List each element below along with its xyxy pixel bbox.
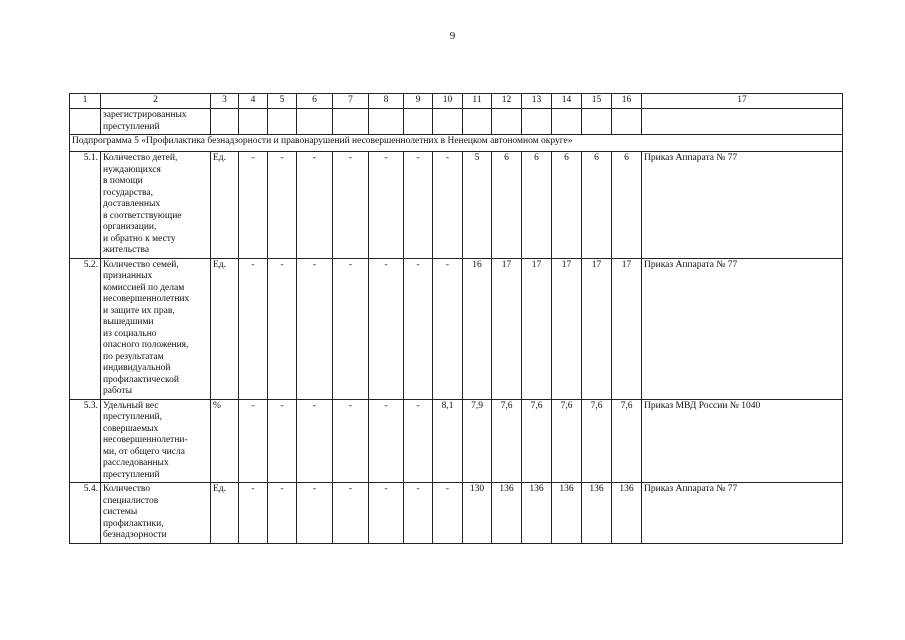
value-cell: - xyxy=(404,258,433,399)
continuation-row xyxy=(70,109,843,135)
value-cell: 7,6 xyxy=(612,399,642,483)
text-line: профилактики, xyxy=(103,518,164,529)
text-line: организации, xyxy=(103,222,157,232)
empty-cell xyxy=(492,109,522,135)
text-line: вышедшими xyxy=(103,317,154,327)
value-cell: - xyxy=(433,258,463,399)
value-cell: 7,6 xyxy=(492,399,522,483)
value-cell: 7,6 xyxy=(522,399,552,483)
table-row xyxy=(70,483,843,544)
subprogram-row xyxy=(70,135,843,152)
value-cell: - xyxy=(369,399,404,483)
text-line: безнадзорности xyxy=(103,530,167,540)
empty-cell xyxy=(211,109,239,135)
text-line: нуждающихся xyxy=(103,164,161,175)
value-cell: 136 xyxy=(522,483,552,544)
column-header: 4 xyxy=(239,94,268,109)
row-number: 5.3. xyxy=(70,399,101,483)
column-header: 1 xyxy=(70,94,101,109)
text-line: и обратно к месту xyxy=(103,233,176,244)
value-cell: - xyxy=(333,399,369,483)
text-line: расследованных xyxy=(103,458,169,468)
row-number: 5.1. xyxy=(70,152,101,259)
value-cell: 7,6 xyxy=(582,399,612,483)
row-number: 5.2. xyxy=(70,258,101,399)
empty-cell xyxy=(239,109,268,135)
text-line: работы xyxy=(103,386,132,396)
column-header: 13 xyxy=(522,94,552,109)
text-line: признанных xyxy=(103,271,153,281)
text-line: государства, xyxy=(103,187,154,198)
row-number: 5.4. xyxy=(70,483,101,544)
source-cell: Приказ Аппарата № 77 xyxy=(642,258,843,399)
source-cell: Приказ Аппарата № 77 xyxy=(642,483,843,544)
text-line: Количество детей, xyxy=(103,153,178,163)
empty-cell xyxy=(297,109,333,135)
value-cell: - xyxy=(297,483,333,544)
value-cell: - xyxy=(268,399,297,483)
text-line: Количество семей, xyxy=(103,259,179,270)
value-cell: - xyxy=(268,258,297,399)
text-line: системы xyxy=(103,507,138,517)
value-cell: 7,6 xyxy=(552,399,582,483)
value-cell: 136 xyxy=(582,483,612,544)
column-header: 5 xyxy=(268,94,297,109)
value-cell: 136 xyxy=(492,483,522,544)
text-line: преступлений xyxy=(103,121,160,132)
text-line: индивидуальной xyxy=(103,363,171,373)
value-cell: - xyxy=(297,258,333,399)
value-cell: - xyxy=(333,483,369,544)
value-cell: - xyxy=(239,258,268,399)
empty-cell xyxy=(642,109,843,135)
unit-cell: Ед. xyxy=(211,483,239,544)
text-line: в соответствующие xyxy=(103,210,182,221)
empty-cell xyxy=(522,109,552,135)
value-cell: - xyxy=(333,152,369,259)
value-cell: - xyxy=(369,258,404,399)
indicators-table xyxy=(69,93,843,544)
text-line: жительства xyxy=(103,245,150,255)
column-header: 17 xyxy=(642,94,843,109)
indicator-name xyxy=(101,483,211,544)
value-cell: 17 xyxy=(552,258,582,399)
value-cell: 6 xyxy=(612,152,642,259)
value-cell: - xyxy=(369,483,404,544)
value-cell: 17 xyxy=(492,258,522,399)
value-cell: - xyxy=(297,152,333,259)
value-cell: 17 xyxy=(522,258,552,399)
value-cell: - xyxy=(369,152,404,259)
text-line: зарегистрированных xyxy=(103,110,187,120)
empty-cell xyxy=(612,109,642,135)
column-header: 14 xyxy=(552,94,582,109)
value-cell: - xyxy=(404,152,433,259)
value-cell: - xyxy=(239,399,268,483)
value-cell: 5 xyxy=(463,152,492,259)
text-line: Количество xyxy=(103,484,151,494)
text-line: Удельный вес xyxy=(103,400,159,411)
row-number-cell xyxy=(70,109,101,135)
value-cell: 6 xyxy=(522,152,552,259)
value-cell: 6 xyxy=(492,152,522,259)
value-cell: - xyxy=(404,399,433,483)
empty-cell xyxy=(268,109,297,135)
value-cell: - xyxy=(297,399,333,483)
table-row xyxy=(70,152,843,259)
indicator-name xyxy=(101,399,211,483)
page-number: 9 xyxy=(449,30,456,42)
text-line: совершаемых xyxy=(103,423,159,434)
subprogram-title: Подпрограмма 5 «Профилактика безнадзорности и правонарушений несовершеннолетних в Ненецком автономном округе» xyxy=(70,135,843,152)
value-cell: - xyxy=(433,483,463,544)
table-row xyxy=(70,258,843,399)
text-line: из социально xyxy=(103,328,157,339)
text-line: и защите их прав, xyxy=(103,305,175,316)
empty-cell xyxy=(463,109,492,135)
column-header: 10 xyxy=(433,94,463,109)
indicator-name xyxy=(101,109,211,135)
column-header: 2 xyxy=(101,94,211,109)
text-line: комиссией по делам xyxy=(103,282,185,293)
column-header: 12 xyxy=(492,94,522,109)
column-header: 11 xyxy=(463,94,492,109)
text-line: доставленных xyxy=(103,199,161,209)
unit-cell: Ед. xyxy=(211,258,239,399)
text-line: преступлений, xyxy=(103,412,162,422)
value-cell: 136 xyxy=(552,483,582,544)
value-cell: - xyxy=(268,152,297,259)
value-cell: 6 xyxy=(552,152,582,259)
value-cell: - xyxy=(433,152,463,259)
value-cell: 6 xyxy=(582,152,612,259)
source-cell: Приказ МВД России № 1040 xyxy=(642,399,843,483)
value-cell: - xyxy=(239,483,268,544)
text-line: несовершеннолетни- xyxy=(103,435,188,445)
value-cell: - xyxy=(239,152,268,259)
column-header: 16 xyxy=(612,94,642,109)
empty-cell xyxy=(552,109,582,135)
text-line: преступлений xyxy=(103,469,160,480)
indicator-name xyxy=(101,152,211,259)
value-cell: 16 xyxy=(463,258,492,399)
column-header: 7 xyxy=(333,94,369,109)
empty-cell xyxy=(433,109,463,135)
source-cell: Приказ Аппарата № 77 xyxy=(642,152,843,259)
value-cell: 136 xyxy=(612,483,642,544)
column-header: 15 xyxy=(582,94,612,109)
text-line: профилактической xyxy=(103,374,179,385)
indicator-name xyxy=(101,258,211,399)
value-cell: 7,9 xyxy=(463,399,492,483)
text-line: по результатам xyxy=(103,351,164,362)
table-row xyxy=(70,399,843,483)
value-cell: 130 xyxy=(463,483,492,544)
empty-cell xyxy=(333,109,369,135)
value-cell: - xyxy=(404,483,433,544)
text-line: опасного положения, xyxy=(103,340,189,350)
header-row xyxy=(70,94,843,109)
column-header: 8 xyxy=(369,94,404,109)
column-header: 6 xyxy=(297,94,333,109)
empty-cell xyxy=(404,109,433,135)
unit-cell: Ед. xyxy=(211,152,239,259)
empty-cell xyxy=(369,109,404,135)
value-cell: 17 xyxy=(582,258,612,399)
value-cell: 8,1 xyxy=(433,399,463,483)
column-header: 9 xyxy=(404,94,433,109)
empty-cell xyxy=(582,109,612,135)
value-cell: 17 xyxy=(612,258,642,399)
text-line: в помощи xyxy=(103,176,143,186)
value-cell: - xyxy=(268,483,297,544)
text-line: несовершеннолетних xyxy=(103,294,190,304)
column-header: 3 xyxy=(211,94,239,109)
text-line: специалистов xyxy=(103,495,159,506)
text-line: ми, от общего числа xyxy=(103,446,185,457)
unit-cell: % xyxy=(211,399,239,483)
value-cell: - xyxy=(333,258,369,399)
